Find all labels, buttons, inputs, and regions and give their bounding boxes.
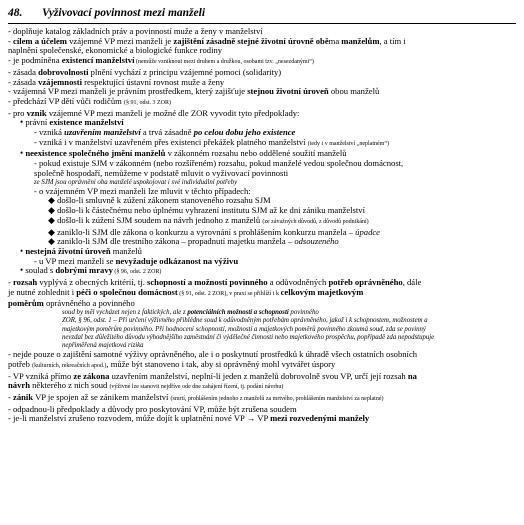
diamond-bullet-icon: ◆ [48,214,55,225]
note-line: ze SJM jsou oprávněni oba manželé uspokojovat i své individuální potřeby [34,178,238,186]
text-line: - pro vznik vzájemné VP mezi manželi je možné dle ZOR vyvodit tyto předpoklady: [8,107,300,118]
text-line: poměrům oprávněného a povinného [8,298,135,309]
note-line: soud by měl vycházet nejen z faktických, ale z potenciálních možností a schopností povinného [62,309,319,317]
section-number: 48. [8,7,23,19]
list-item: • neexistence společného jmění manželů v zákonném rozsahu nebo oddělené soužití manželů [20,148,347,159]
bullet-icon: • [20,245,24,256]
text-line: společně hospodaří, nemůžeme v podstatě mluvit o vyživovací povinnosti [34,167,289,178]
text-line: - o vzájemném VP mezi manželi lze mluvit v těchto případech: [34,185,251,196]
text-line: - vzniká uzavřením manželství a trvá zásadně po celou dobu jeho existence [34,127,296,138]
text-line: je nutné zohlednit i péči o společnou domácnost (§ 91, odst. 2 ZOR), v praxi se přihlíží i k celkovým majetkovým [8,286,364,297]
text-line: - pokud existuje SJM v zákonném (nebo rozšířeném) rozsahu, pokud manželé vedou společnou domácnost, [34,158,404,169]
text-line: - je podmíněna existencí manželství (nemůže vzniknout mezi druhem a družkou, osobami tzv. „nesezdanými“) [8,55,314,66]
text-line: potřeb (kulturních, rekreačních apod.), může být stanoveno i tak, aby si oprávněný mohl vytvářet úspory [8,358,336,369]
note-line: nevzdal bez důležitého důvodu výhodnějšího zaměstnání či výdělečné činnosti nebo majetkového prospěchu, popřípadě zda nepodstupuje [62,333,435,341]
text-line: - zásada vzájemnosti respektující ústavní rovnost muže a ženy [8,76,225,87]
list-item: • právní existence manželství [20,117,124,128]
diamond-bullet-icon: ◆ [48,236,55,247]
text-line: návrh některého z nich soud (výživné lze stanovit nejdříve ode dne zahájení řízení, tj. podání návrhu) [8,380,284,391]
text-line: - zásada dobrovolnosti plnění vychází z principu vzájemné pomoci (solidarity) [8,66,282,77]
bullet-icon: • [20,265,24,276]
text-line: - vzájemná VP mezi manželi je právním prostředkem, který zajišťuje stejnou životní úroveň obou manželů [8,86,380,97]
text-line: - zánik VP je spojen až se zánikem manželství (smrtí, prohlášením jednoho z manželů za mrtvého, prohlášením manželství za neplatné) [8,392,384,403]
text-line: naplnění společenské, ekonomické a biologické funkce rodiny [8,45,223,56]
section-heading [8,7,516,19]
note-line: ZOR, § 96, odst. 1 – Při určení výživného přihlédne soud k odůvodněným potřebám oprávněného, jakož i k schopnostem, možnostem a [62,317,428,325]
bullet-icon: • [20,117,24,128]
list-item: • nestejná životní úroveň manželů [20,245,142,256]
heading-rule [8,23,516,24]
list-item: ◆ zaniklo-li SJM dle zákona o konkurzu a vyrovnání s prohlášením konkurzu manžela – úpadce [48,226,380,237]
section-title: Vyživovací povinnost mezi manželi [42,7,206,19]
text-line: - vzniká i v manželství uzavřeném přes existenci překážek platného manželství (tedy i v manželství „neplatném“) [34,136,390,147]
text-line: - cílem a účelem vzájemné VP mezi manželi je zajištění zásadně stejné životní úrovně oběma manželům, a tím i [8,35,406,46]
text-line: - u VP mezi manželi se nevyžaduje odkázanost na výživu [34,255,239,266]
diamond-bullet-icon: ◆ [48,226,55,237]
text-line: - předchází VP dětí vůči rodičům (§ 91, odst. 3 ZOR) [8,95,171,106]
text-line: - VP vzniká přímo ze zákona uzavřením manželství, neplní-li jeden z manželů dobrovolně svou VP, určí její rozsah na [8,370,417,381]
note-line: nepřiměřená majetková rizika [62,342,144,349]
list-item: ◆ došlo-li k částečnému nebo úplnému vyhrazení institutu SJM až ke dni zániku manželství [48,205,365,216]
note-line: majetkovým poměrům povinného. Při hodnocení schopností, možností a majetkových poměrů povinného zkoumá soud, zda se povinný [62,325,426,333]
text-line: - nejde pouze o zajištění samotné výživy oprávněného, ale i o poskytnutí prostředků k úhradě všech ostatních osobních [8,349,418,360]
diamond-bullet-icon: ◆ [48,195,55,206]
diamond-bullet-icon: ◆ [48,205,55,216]
text-line: - odpadnou-li předpoklady a důvody pro poskytování VP, může být zrušena soudem [8,403,297,414]
list-item: ◆ došlo-li smluvně k zúžení zákonem stanoveného rozsahu SJM [48,195,271,206]
list-item: ◆ došlo-li k zúžení SJM soudem na návrh jednoho z manželů (ze závažných důvodů, z důvodů podnikání) [48,214,369,225]
list-item: • soulad s dobrými mravy (§ 96, odst. 2 ZOR) [20,265,162,276]
bullet-icon: • [20,148,24,159]
text-line: - doplňuje katalog základních práv a povinností muže a ženy v manželství [8,26,263,36]
list-item: ◆ zaniklo-li SJM dle trestního zákona – propadnutí majetku manžela – odsouzeného [48,236,339,247]
text-line: - rozsah vyplývá z obecných kritérií, tj. schopností a možností povinného a odůvodněných potřeb oprávněného, dále [8,277,422,288]
text-line: - je-li manželství zrušeno rozvodem, může dojít k uplatnění nové VP → VP mezi rozvedenými manžely [8,413,370,424]
